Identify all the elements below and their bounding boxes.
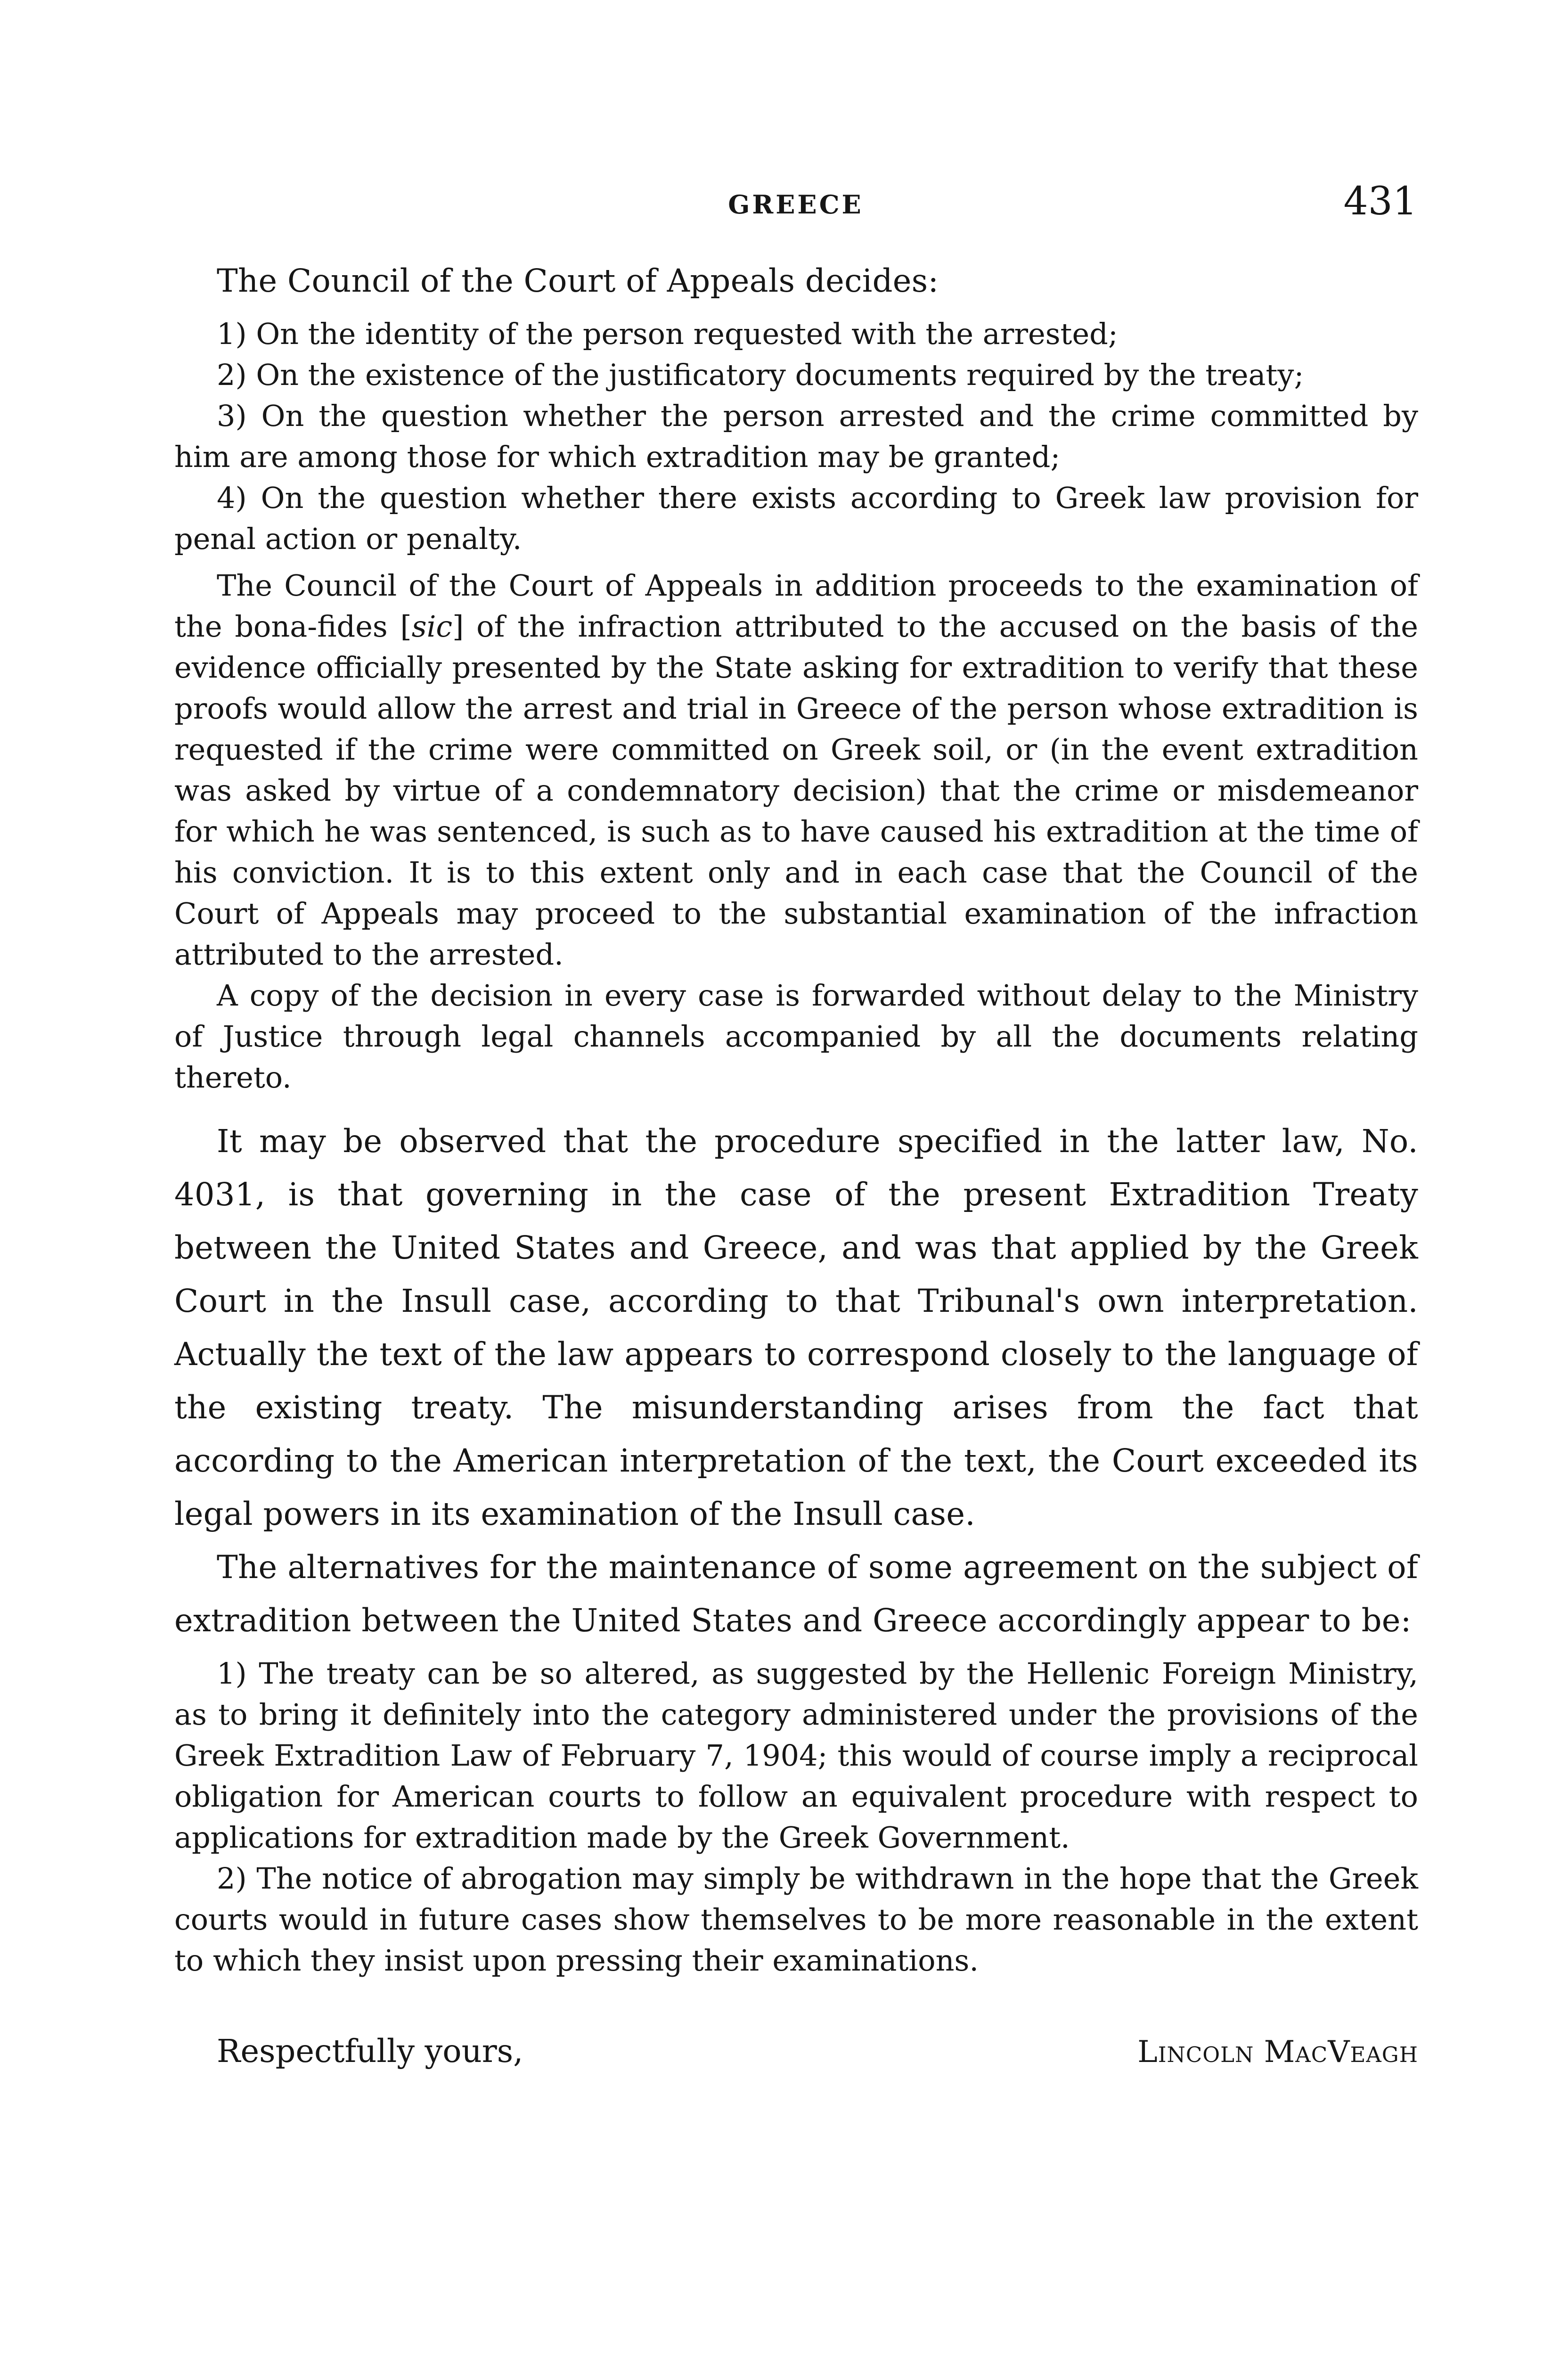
quote-item-3: 3) On the question whether the person arrested and the crime committed by him are among those for which extradition may be granted; (174, 399, 1418, 474)
quote-item-2: 2) On the existence of the justificatory documents required by the treaty; (217, 358, 1304, 392)
page-header (174, 179, 1417, 236)
body-paragraph-1: It may be observed that the procedure specified in the latter law, No. 4031, is that governing in the case of the present Extradition Treaty between the United States and Greece, and was that applied by the Greek Court in the Insull case, according to that Tribunal's own interpretation. Actually the text of the law appears to correspond closely to the language of the existing treaty. The misunderstanding arises from the fact that according to the American interpretation of the text, the Court exceeded its legal powers in its examination of the Insull case. (174, 1123, 1418, 1532)
alternative-2: 2) The notice of abrogation may simply be withdrawn in the hope that the Greek courts would in future cases show themselves to be more reasonable in the extent to which they insist upon pressing their examinations. (174, 1861, 1418, 1978)
quote-paragraph-1-end: ] of the infraction attributed to the accused on the basis of the evidence officially presented by the State asking for extradition to verify that these proofs would allow the arrest and trial in Greece of the person whose extradition is requested if the crime were committed on Greek soil, or (in the event extradition was asked by virtue of a condemnatory decision) that the crime or misdemeanor for which he was sentenced, is such as to have caused his extradition at the time of his conviction. It is to this extent only and in each case that the Council of the Court of Appeals may proceed to the substantial examination of the infraction attributed to the arrested. (174, 609, 1418, 972)
page-number: 431 (1343, 179, 1417, 224)
closing-salutation: Respectfully yours, (217, 2033, 523, 2070)
quote-paragraph-1 (174, 565, 1418, 975)
quote-item-1: 1) On the identity of the person requested with the arrested; (217, 317, 1118, 351)
sic-notation: sic (411, 609, 453, 644)
quote-paragraph-1-start: The Council of the Court of Appeals in addition proceeds to the examination of the bona-fides [ (174, 568, 1418, 644)
signature: Lincoln MacVeagh (1137, 2035, 1418, 2070)
page-body (174, 254, 1418, 2080)
quote-intro: The Council of the Court of Appeals decides: (217, 262, 939, 299)
quoted-decision (174, 254, 1418, 1098)
alternative-1: 1) The treaty can be so altered, as suggested by the Hellenic Foreign Ministry, as to bring it definitely into the category administered under the provisions of the Greek Extradition Law of February 7, 1904; this would of course imply a reciprocal obligation for American courts to follow an equivalent procedure with respect to applications for extradition made by the Greek Government. (174, 1656, 1418, 1855)
signature-block (174, 2033, 1418, 2080)
running-head: GREECE (728, 189, 864, 220)
body-paragraph-2: The alternatives for the maintenance of some agreement on the subject of extradition between the United States and Greece accordingly appear to be: (174, 1549, 1418, 1639)
quote-item-4: 4) On the question whether there exists according to Greek law provision for penal action or penalty. (174, 481, 1418, 556)
quote-paragraph-2: A copy of the decision in every case is forwarded without delay to the Ministry of Justice through legal channels accompanied by all the documents relating thereto. (174, 978, 1418, 1095)
